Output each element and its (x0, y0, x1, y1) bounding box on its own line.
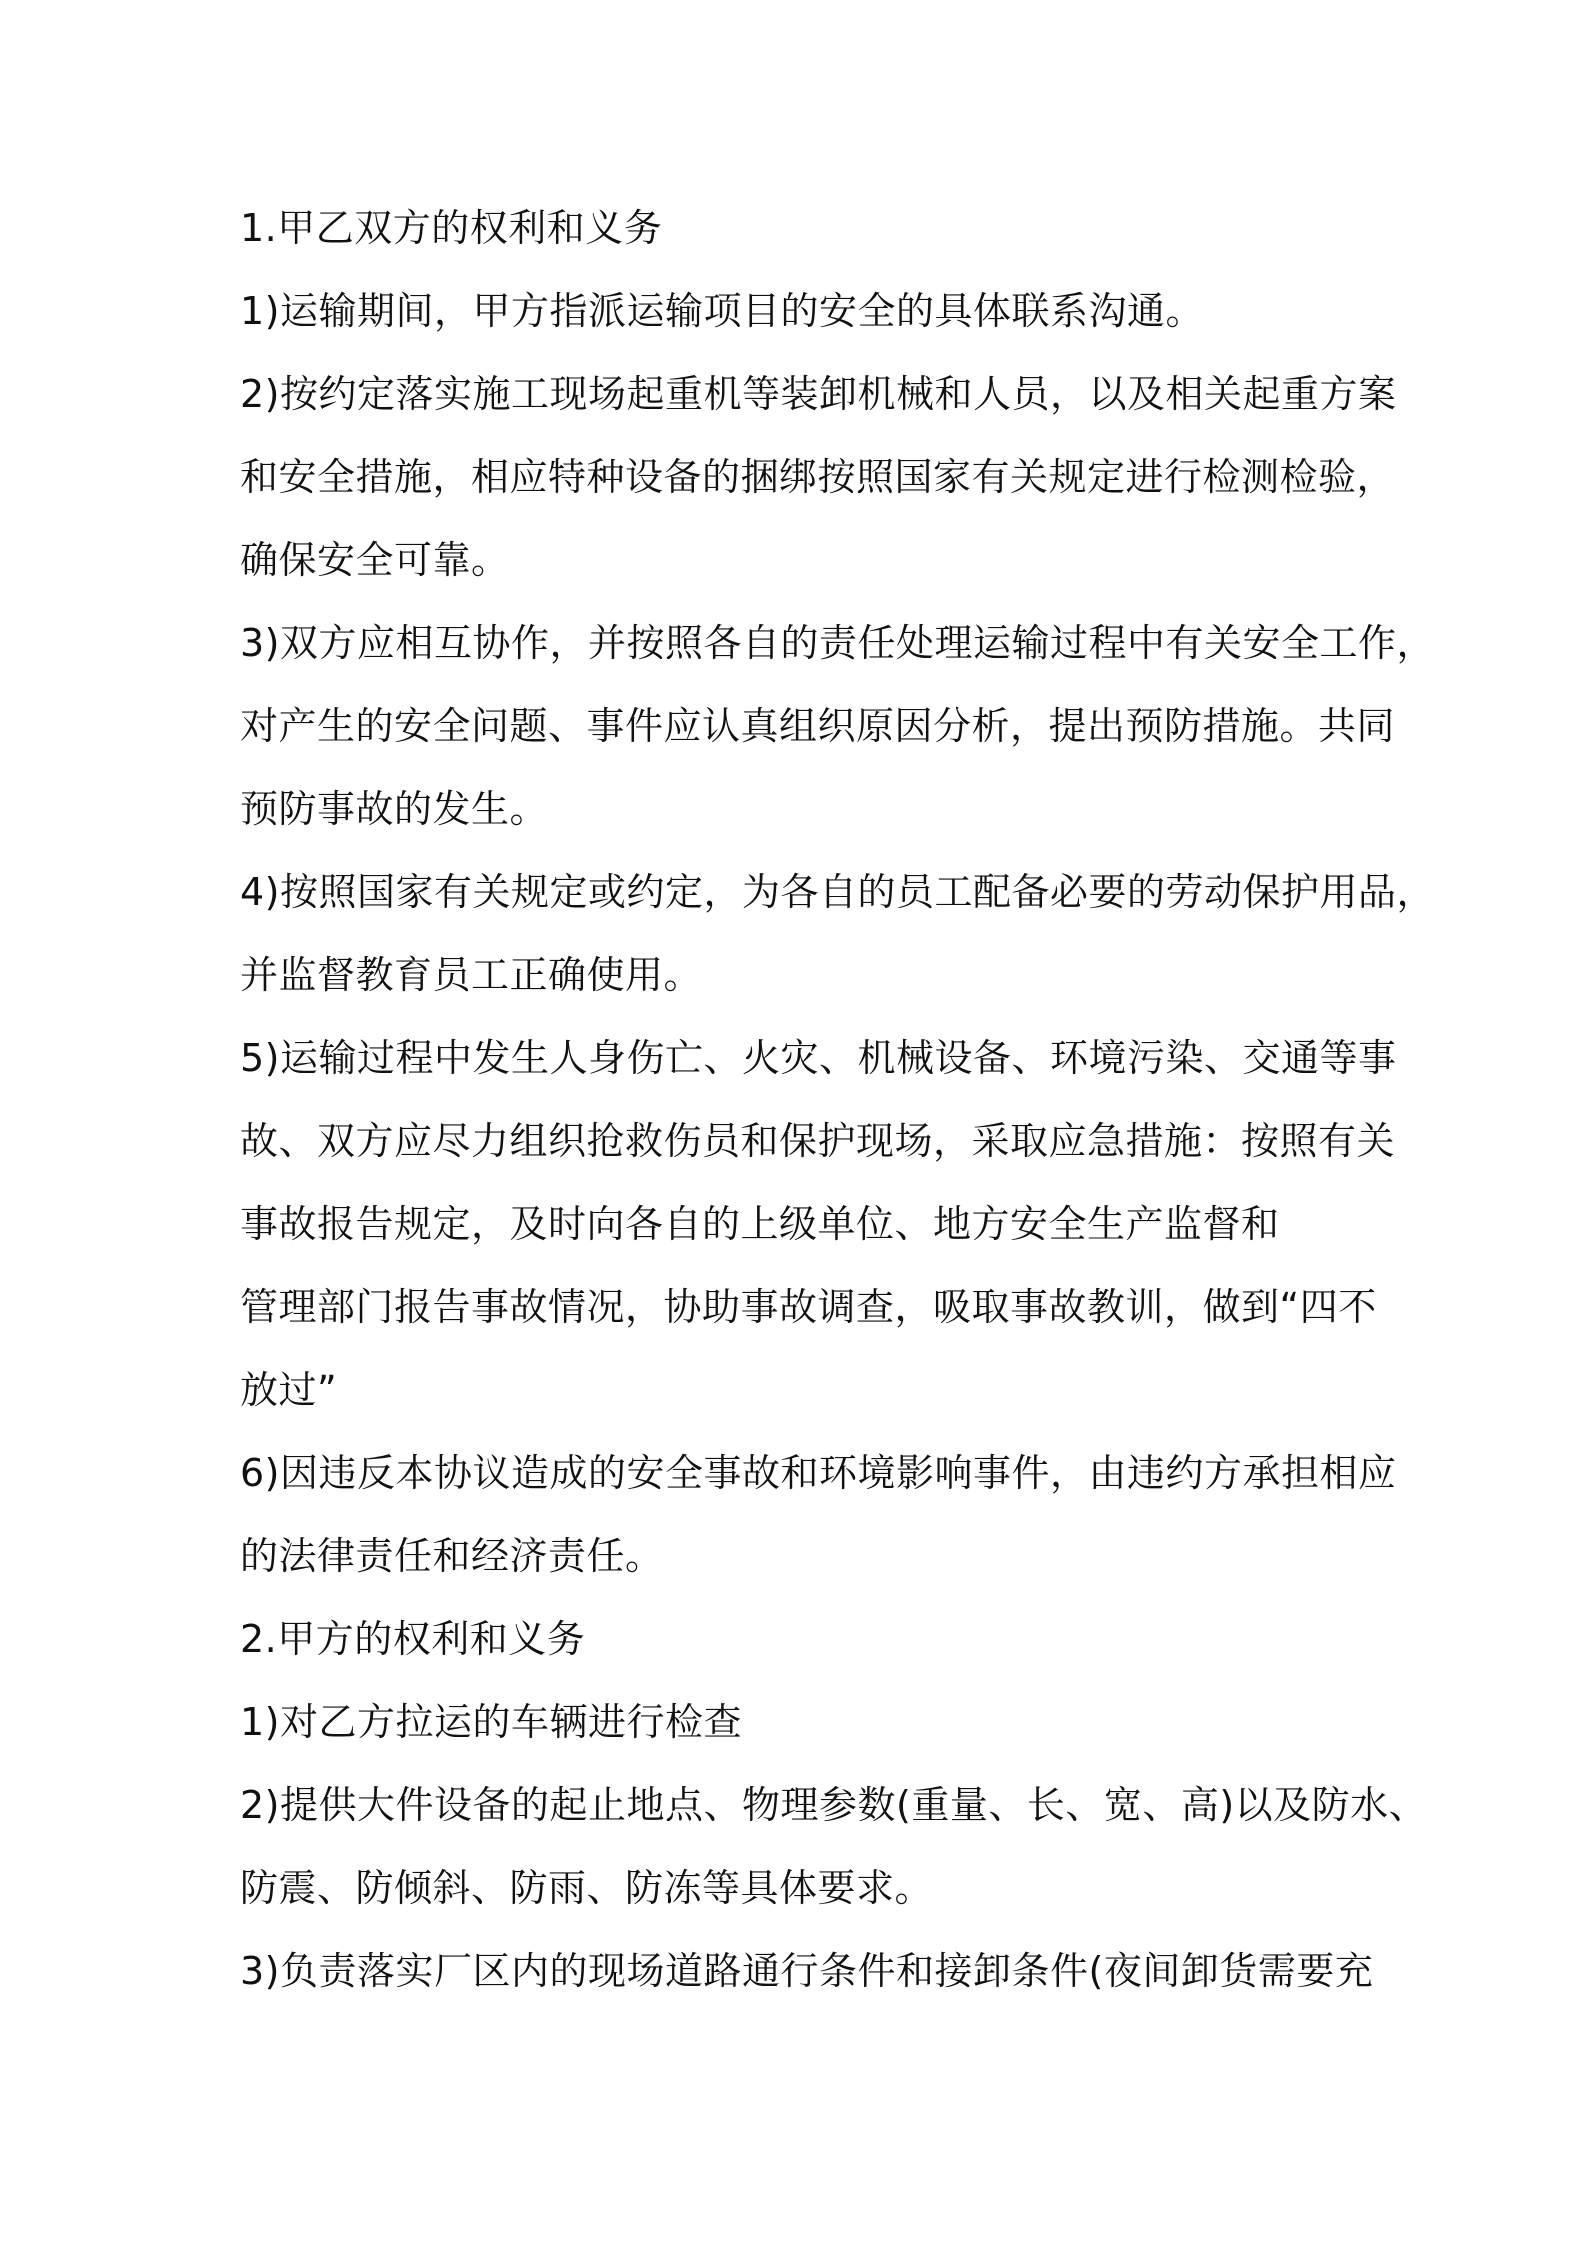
text-line: 6)因违反本协议造成的安全事故和环境影响事件，由违约方承担相应 (240, 1451, 1397, 1495)
text-line: 预防事故的发生。 (240, 787, 549, 831)
text-line: 防震、防倾斜、防雨、防冻等具体要求。 (240, 1866, 934, 1910)
text-line: 放过” (240, 1368, 338, 1412)
text-line: 和安全措施，相应特种设备的捆绑按照国家有关规定进行检测检验， (240, 455, 1396, 499)
text-line: 管理部门报告事故情况，协助事故调查，吸取事故教训，做到“四不 (240, 1285, 1377, 1329)
text-line: 1)运输期间，甲方指派运输项目的安全的具体联系沟通。 (240, 289, 1205, 333)
text-line: 3)双方应相互协作，并按照各自的责任处理运输过程中有关安全工作， (240, 621, 1436, 665)
text-line: 4)按照国家有关规定或约定，为各自的员工配备必要的劳动保护用品， (240, 870, 1436, 914)
section-heading: 1.甲乙双方的权利和义务 (240, 206, 663, 250)
text-line: 对产生的安全问题、事件应认真组织原因分析，提出预防措施。共同 (240, 704, 1396, 748)
text-line: 并监督教育员工正确使用。 (240, 953, 703, 997)
text-line: 2)提供大件设备的起止地点、物理参数(重量、长、宽、高)以及防水、 (240, 1783, 1428, 1827)
text-line: 的法律责任和经济责任。 (240, 1534, 664, 1578)
text-line: 5)运输过程中发生人身伤亡、火灾、机械设备、环境污染、交通等事 (240, 1036, 1397, 1080)
text-line: 故、双方应尽力组织抢救伤员和保护现场，采取应急措施：按照有关 (240, 1119, 1396, 1163)
text-line: 1)对乙方拉运的车辆进行检查 (240, 1700, 743, 1744)
document-body (240, 198, 1436, 2024)
text-line: 3)负责落实厂区内的现场道路通行条件和接卸条件(夜间卸货需要充 (240, 1949, 1374, 1993)
text-line: 2)按约定落实施工现场起重机等装卸机械和人员，以及相关起重方案 (240, 372, 1397, 416)
section-heading: 2.甲方的权利和义务 (240, 1617, 586, 1661)
text-line: 确保安全可靠。 (240, 538, 510, 582)
text-line: 事故报告规定，及时向各自的上级单位、地方安全生产监督和 (240, 1202, 1280, 1246)
